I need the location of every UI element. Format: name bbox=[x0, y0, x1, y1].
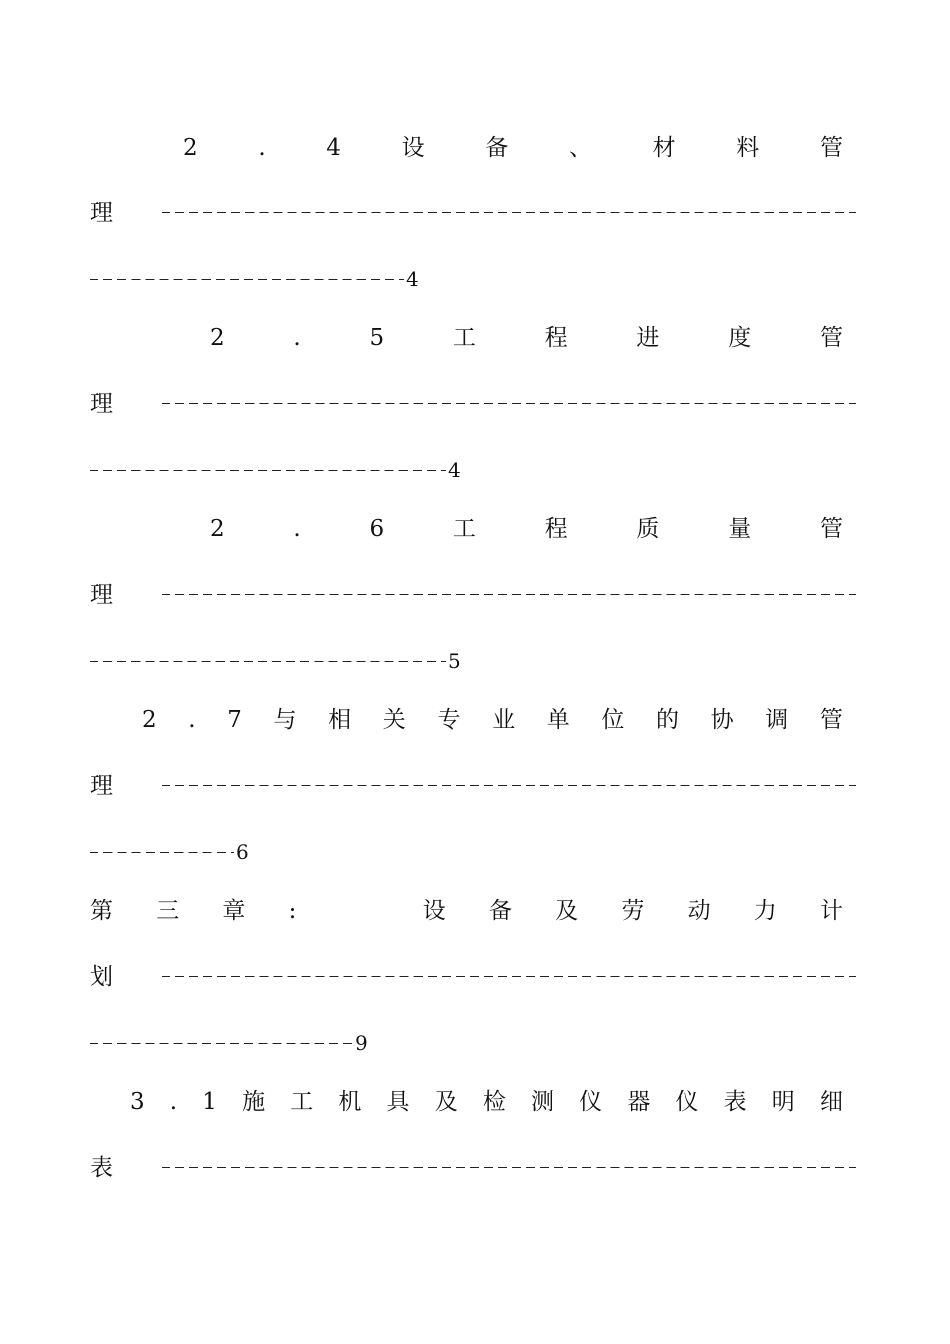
toc-entry-2-6-title-line[interactable] bbox=[0, 512, 950, 546]
title-char: 施 bbox=[242, 1089, 266, 1115]
title-char: 进 bbox=[636, 325, 660, 351]
title-char: 量 bbox=[728, 516, 752, 542]
toc-entry-2-4-page-line bbox=[0, 262, 950, 296]
title-char: 协 bbox=[710, 707, 734, 733]
title-char: 位 bbox=[601, 707, 625, 733]
toc-entry-2-4-title-line[interactable] bbox=[0, 131, 950, 165]
title-char: 工 bbox=[452, 325, 476, 351]
title-char: . bbox=[293, 516, 301, 542]
title-char: 测 bbox=[531, 1089, 554, 1115]
title-tail-char: 理 bbox=[90, 200, 113, 226]
toc-entry-2-5-title-line[interactable] bbox=[0, 321, 950, 355]
title-char: 细 bbox=[819, 1089, 843, 1115]
title-char: 、 bbox=[568, 135, 592, 161]
title-char: 专 bbox=[437, 707, 461, 733]
title-char: 备 bbox=[485, 135, 509, 161]
title-char: 劳 bbox=[621, 898, 645, 924]
toc-entry-2-6-leader-line bbox=[0, 578, 950, 612]
dot-leader bbox=[90, 852, 234, 853]
title-char: 1 bbox=[202, 1089, 217, 1115]
title-char: 及 bbox=[434, 1089, 458, 1115]
toc-entry-2-5-page-line bbox=[0, 453, 950, 487]
title-char: 第 bbox=[90, 898, 113, 924]
title-char: . bbox=[188, 707, 196, 733]
title-char: 4 bbox=[326, 135, 341, 161]
toc-entry-title bbox=[130, 1085, 843, 1119]
title-char: 管 bbox=[819, 325, 843, 351]
title-char: 程 bbox=[544, 325, 568, 351]
title-tail-char: 理 bbox=[90, 391, 113, 417]
title-char: 及 bbox=[555, 898, 579, 924]
dot-leader bbox=[162, 785, 856, 786]
title-char: 管 bbox=[819, 516, 843, 542]
title-char: 检 bbox=[482, 1089, 506, 1115]
toc-entry-2-6-page-line bbox=[0, 644, 950, 678]
toc-entry-2-7-leader-line bbox=[0, 769, 950, 803]
title-char: 仪 bbox=[579, 1089, 603, 1115]
title-char: 2 bbox=[142, 707, 157, 733]
title-char: 2 bbox=[183, 135, 198, 161]
title-char: 工 bbox=[452, 516, 476, 542]
title-char: 与 bbox=[273, 707, 297, 733]
page-number: 6 bbox=[236, 840, 249, 864]
toc-entry-2-7-title-line[interactable] bbox=[0, 703, 950, 737]
dot-leader bbox=[162, 212, 856, 213]
title-char: 6 bbox=[369, 516, 385, 542]
title-tail-char: 划 bbox=[90, 964, 113, 990]
dot-leader bbox=[162, 594, 856, 595]
title-char: 明 bbox=[771, 1089, 795, 1115]
title-char: 设 bbox=[422, 898, 446, 924]
toc-entry-2-7-page-line bbox=[0, 835, 950, 869]
title-char: 相 bbox=[328, 707, 352, 733]
title-char: 的 bbox=[656, 707, 679, 733]
toc-entry-title bbox=[183, 131, 843, 165]
title-char: 动 bbox=[687, 898, 711, 924]
title-char: 三 bbox=[156, 898, 180, 924]
title-char: . bbox=[258, 135, 266, 161]
title-char: 3 bbox=[130, 1089, 145, 1115]
title-char: 仪 bbox=[675, 1089, 699, 1115]
title-char: 料 bbox=[736, 135, 760, 161]
toc-entry-title bbox=[90, 894, 843, 928]
page-number: 5 bbox=[448, 649, 461, 673]
title-char: 计 bbox=[819, 898, 843, 924]
toc-chapter-3-title-line[interactable] bbox=[0, 894, 950, 928]
title-char: 5 bbox=[369, 325, 385, 351]
dot-leader bbox=[162, 403, 856, 404]
toc-chapter-3-page-line bbox=[0, 1026, 950, 1060]
title-tail-char: 表 bbox=[90, 1155, 113, 1181]
toc-entry-3-1-leader-line bbox=[0, 1151, 950, 1185]
title-char: 表 bbox=[723, 1089, 747, 1115]
title-tail-char: 理 bbox=[90, 582, 113, 608]
title-char: 2 bbox=[210, 325, 225, 351]
toc-entry-2-5-leader-line bbox=[0, 387, 950, 421]
dot-leader bbox=[90, 279, 404, 280]
title-char: 章 bbox=[222, 898, 246, 924]
title-tail-char: 理 bbox=[90, 773, 113, 799]
title-char: 调 bbox=[765, 707, 789, 733]
dot-leader bbox=[162, 1167, 856, 1168]
title-char: 管 bbox=[819, 135, 843, 161]
title-char: 质 bbox=[636, 516, 660, 542]
title-char: 材 bbox=[652, 135, 676, 161]
title-char: 程 bbox=[544, 516, 568, 542]
toc-entry-title bbox=[142, 703, 843, 737]
title-char: 器 bbox=[627, 1089, 651, 1115]
toc-entry-3-1-title-line[interactable] bbox=[0, 1085, 950, 1119]
toc-chapter-3-leader-line bbox=[0, 960, 950, 994]
title-char: 机 bbox=[338, 1089, 362, 1115]
page-number: 9 bbox=[355, 1031, 368, 1055]
page-number: 4 bbox=[448, 458, 461, 482]
title-char: 具 bbox=[386, 1089, 410, 1115]
title-char: 管 bbox=[819, 707, 843, 733]
title-char: 2 bbox=[210, 516, 225, 542]
toc-entry-title bbox=[210, 512, 843, 546]
title-char: : bbox=[288, 898, 297, 924]
title-char: 单 bbox=[546, 707, 570, 733]
title-char: 业 bbox=[492, 707, 516, 733]
dot-leader bbox=[90, 661, 446, 662]
dot-leader bbox=[162, 976, 856, 977]
dot-leader bbox=[90, 1043, 353, 1044]
title-char: 关 bbox=[382, 707, 406, 733]
title-char: 工 bbox=[290, 1089, 314, 1115]
title-char: 力 bbox=[753, 898, 777, 924]
title-char: 设 bbox=[401, 135, 425, 161]
toc-entry-2-4-leader-line bbox=[0, 196, 950, 230]
page-number: 4 bbox=[406, 267, 419, 291]
title-char: 7 bbox=[227, 707, 242, 733]
toc-entry-title bbox=[210, 321, 843, 355]
title-char: 度 bbox=[728, 325, 752, 351]
dot-leader bbox=[90, 470, 446, 471]
title-char: 备 bbox=[488, 898, 512, 924]
title-char: . bbox=[293, 325, 301, 351]
title-char: . bbox=[169, 1089, 178, 1115]
